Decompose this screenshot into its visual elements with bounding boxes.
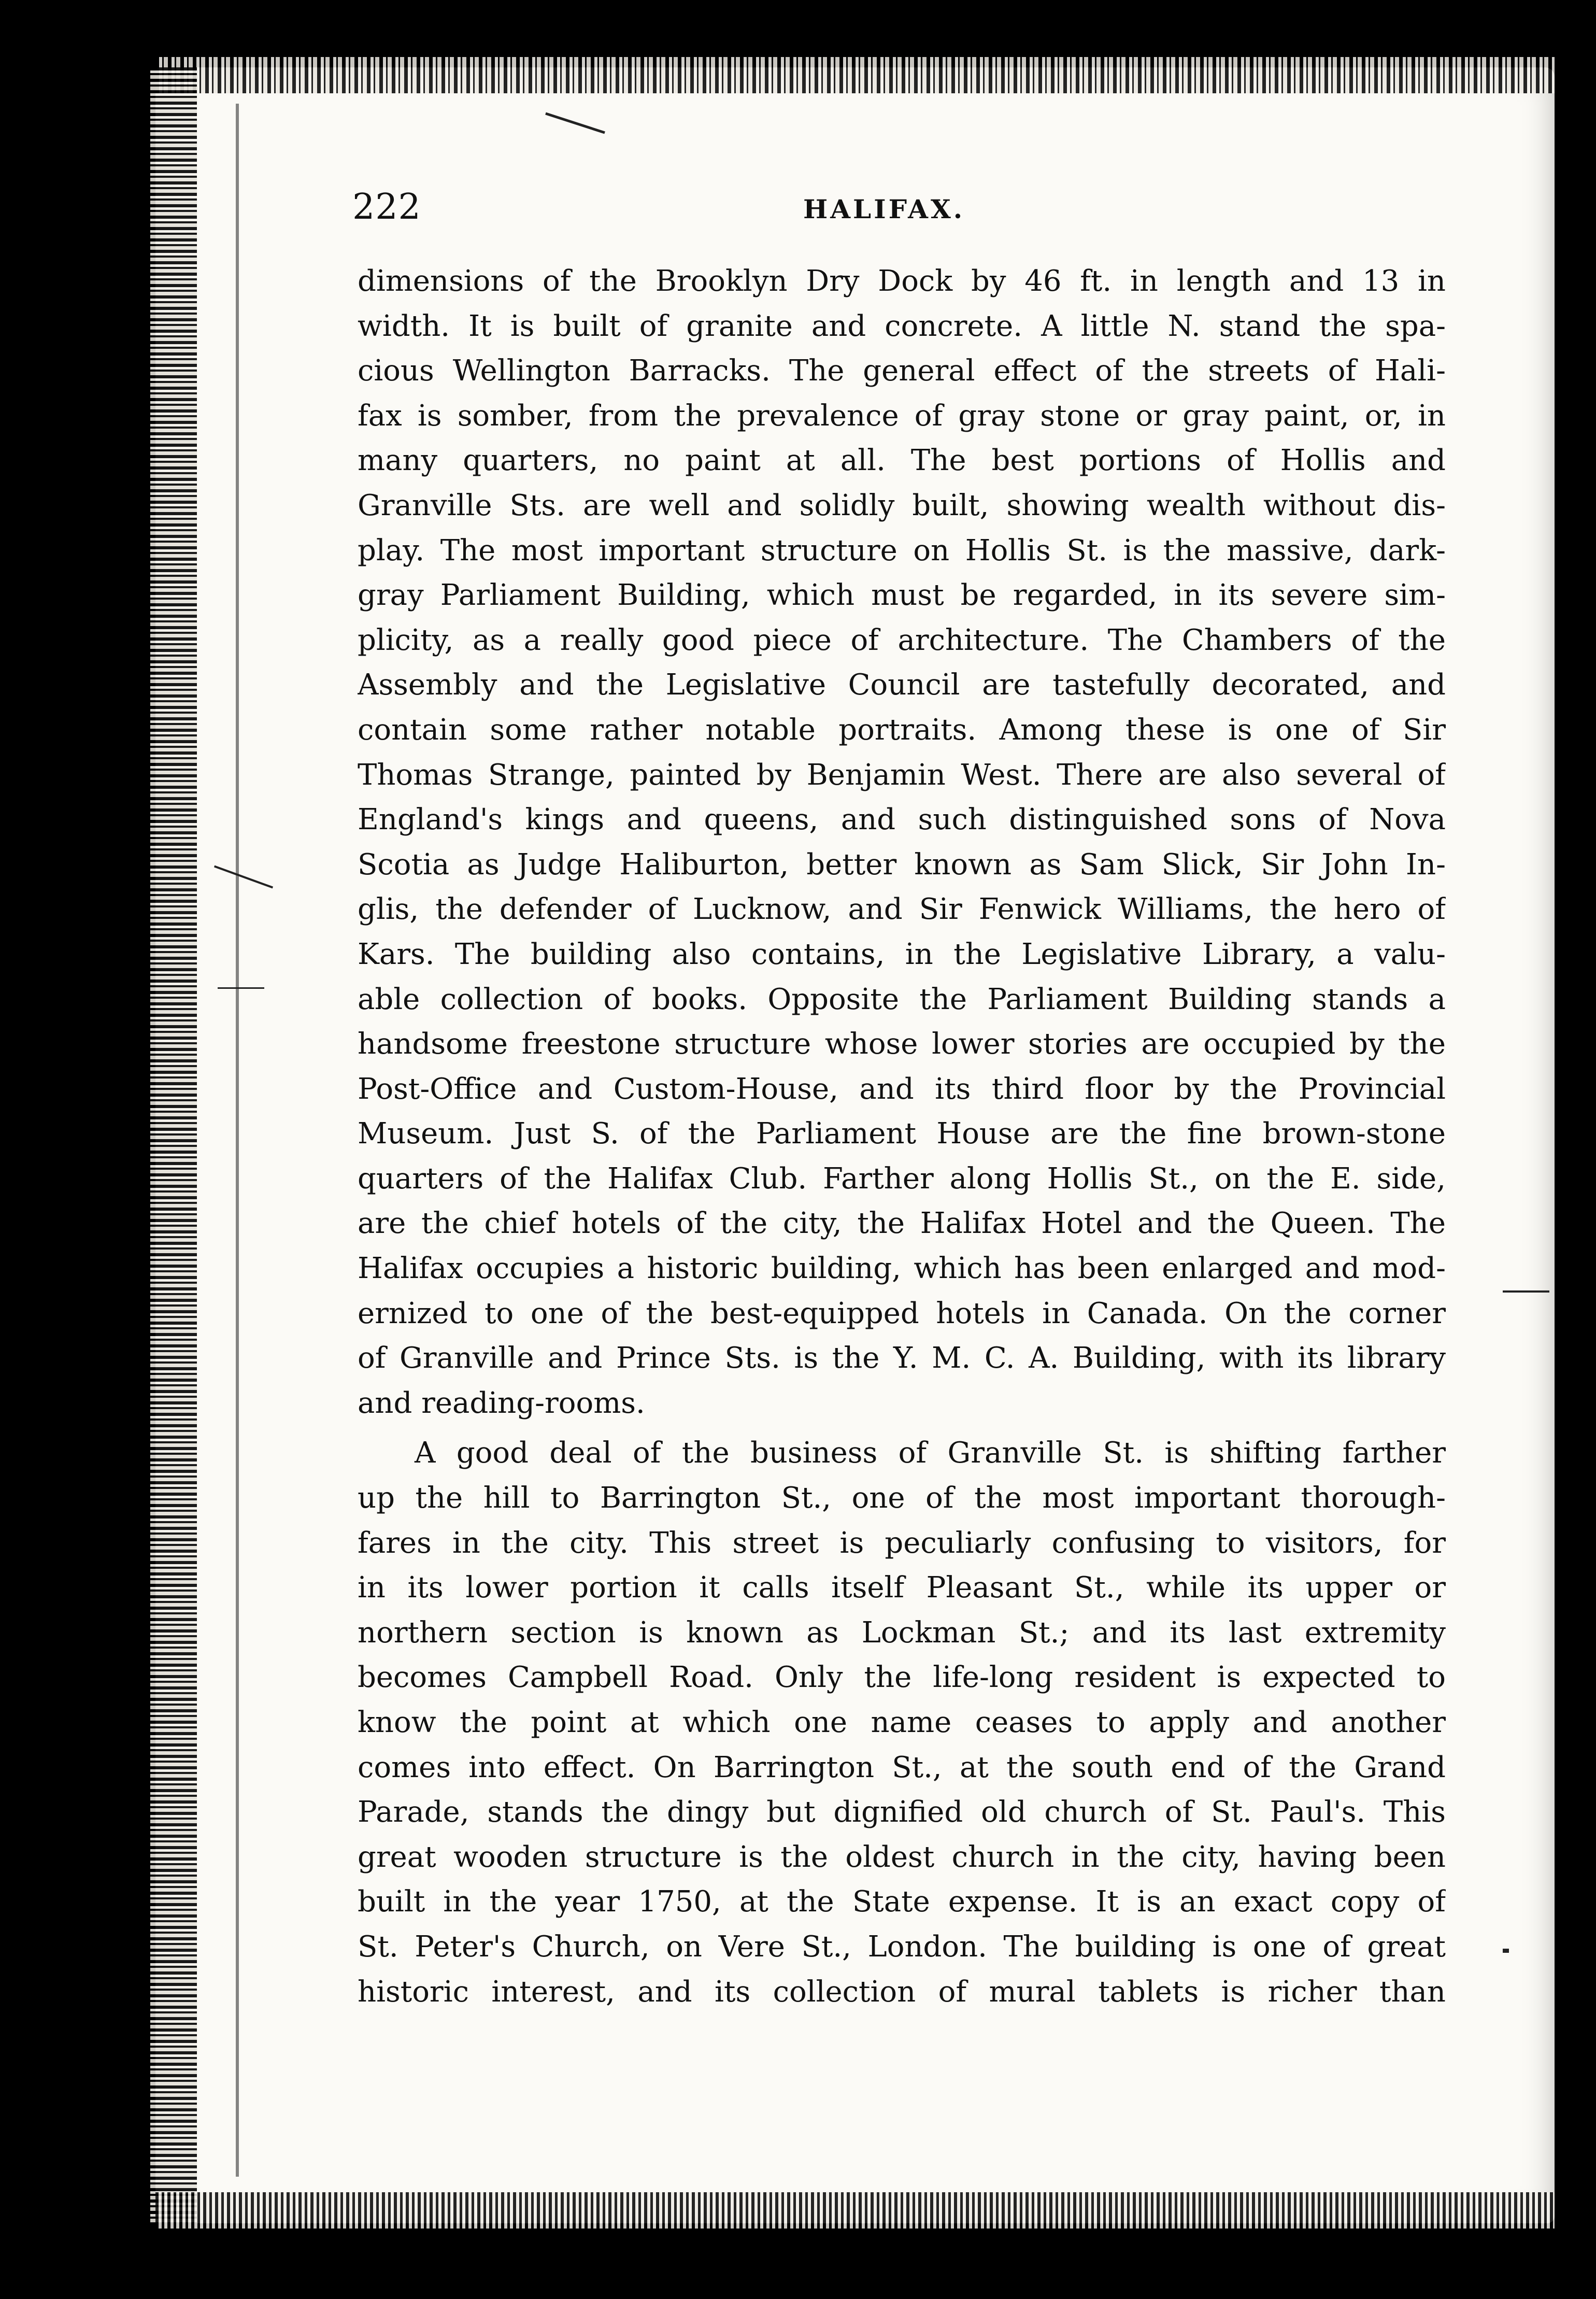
text-line: comes into effect. On Barrington St., at the south end of the Grand: [358, 1750, 1446, 1784]
text-line: Museum. Just S. of the Parliament House are the fine brown-stone: [358, 1117, 1446, 1151]
text-line: historic interest, and its collection of mural tablets is richer than: [358, 1975, 1446, 2009]
body-text: [358, 259, 1446, 2014]
paragraph-1: [358, 259, 1446, 1426]
text-line: Parade, stands the dingy but dignified old church of St. Paul's. This: [358, 1795, 1446, 1829]
text-line: Halifax occupies a historic building, which has been enlarged and mod-: [358, 1252, 1446, 1286]
text-line: play. The most important structure on Hollis St. is the massive, dark-: [358, 533, 1446, 567]
gutter-shadow: [236, 104, 239, 2177]
text-line: Post-Office and Custom-House, and its third floor by the Provincial: [358, 1072, 1446, 1106]
running-head: HALIFAX.: [803, 194, 965, 224]
text-line: many quarters, no paint at all. The best portions of Hollis and: [358, 444, 1446, 478]
text-line: up the hill to Barrington St., one of the most important thorough-: [358, 1481, 1446, 1515]
text-line: are the chief hotels of the city, the Halifax Hotel and the Queen. The: [358, 1207, 1446, 1241]
text-line: cious Wellington Barracks. The general effect of the streets of Hali-: [358, 354, 1446, 388]
page-number: 222: [352, 187, 421, 228]
page-edge-bottom: [155, 2192, 1555, 2229]
text-line: contain some rather notable portraits. Among these is one of Sir: [358, 713, 1446, 747]
paragraph-2: [358, 1431, 1446, 2014]
text-line: fares in the city. This street is peculiarly confusing to visitors, for: [358, 1526, 1446, 1560]
text-line: able collection of books. Opposite the Parliament Building stands a: [358, 982, 1446, 1016]
text-line: Thomas Strange, painted by Benjamin West. There are also several of: [358, 758, 1446, 792]
text-line: great wooden structure is the oldest church in the city, having been: [358, 1840, 1446, 1874]
page-header: [352, 187, 1451, 238]
text-line: of Granville and Prince Sts. is the Y. M. C. A. Building, with its library: [358, 1341, 1446, 1375]
text-line: Granville Sts. are well and solidly built, showing wealth without dis-: [358, 488, 1446, 522]
text-line: St. Peter's Church, on Vere St., London. The building is one of great: [358, 1929, 1446, 1964]
text-line: England's kings and queens, and such distinguished sons of Nova: [358, 803, 1446, 837]
text-line: know the point at which one name ceases to apply and another: [358, 1706, 1446, 1739]
page-edge-top: [155, 57, 1555, 93]
text-line: dimensions of the Brooklyn Dry Dock by 46 ft. in length and 13 in: [358, 264, 1446, 298]
stray-mark: [1503, 1949, 1509, 1953]
stray-mark: [218, 987, 264, 989]
text-line: plicity, as a really good piece of architecture. The Chambers of the: [358, 623, 1446, 657]
text-line: northern section is known as Lockman St.; and its last extremity: [358, 1615, 1446, 1650]
text-line: Assembly and the Legislative Council are tastefully decorated, and: [358, 668, 1446, 702]
text-line: Kars. The building also contains, in the Legislative Library, a valu-: [358, 937, 1446, 971]
text-line: handsome freestone structure whose lower stories are occupied by the: [358, 1027, 1446, 1061]
text-line: fax is somber, from the prevalence of gray stone or gray paint, or, in: [358, 399, 1446, 433]
text-line: built in the year 1750, at the State expense. It is an exact copy of: [358, 1885, 1446, 1919]
text-line: ernized to one of the best-equipped hotels in Canada. On the corner: [358, 1296, 1446, 1330]
text-line: width. It is built of granite and concrete. A little N. stand the spa-: [358, 309, 1446, 343]
text-line: Scotia as Judge Haliburton, better known as Sam Slick, Sir John In-: [358, 847, 1446, 882]
text-line: A good deal of the business of Granville St. is shifting farther: [415, 1436, 1446, 1470]
text-line: becomes Campbell Road. Only the life-long resident is expected to: [358, 1661, 1446, 1695]
text-line: in its lower portion it calls itself Pleasant St., while its upper or: [358, 1571, 1446, 1605]
text-line: and reading-rooms.: [358, 1386, 645, 1420]
page-edge-left: [150, 67, 197, 2223]
paragraph-gap: [358, 1426, 1446, 1431]
stray-mark: [1503, 1290, 1549, 1293]
text-line: quarters of the Halifax Club. Farther along Hollis St., on the E. side,: [358, 1161, 1446, 1196]
text-line: glis, the defender of Lucknow, and Sir Fenwick Williams, the hero of: [358, 892, 1446, 927]
text-line: gray Parliament Building, which must be regarded, in its severe sim-: [358, 578, 1446, 613]
